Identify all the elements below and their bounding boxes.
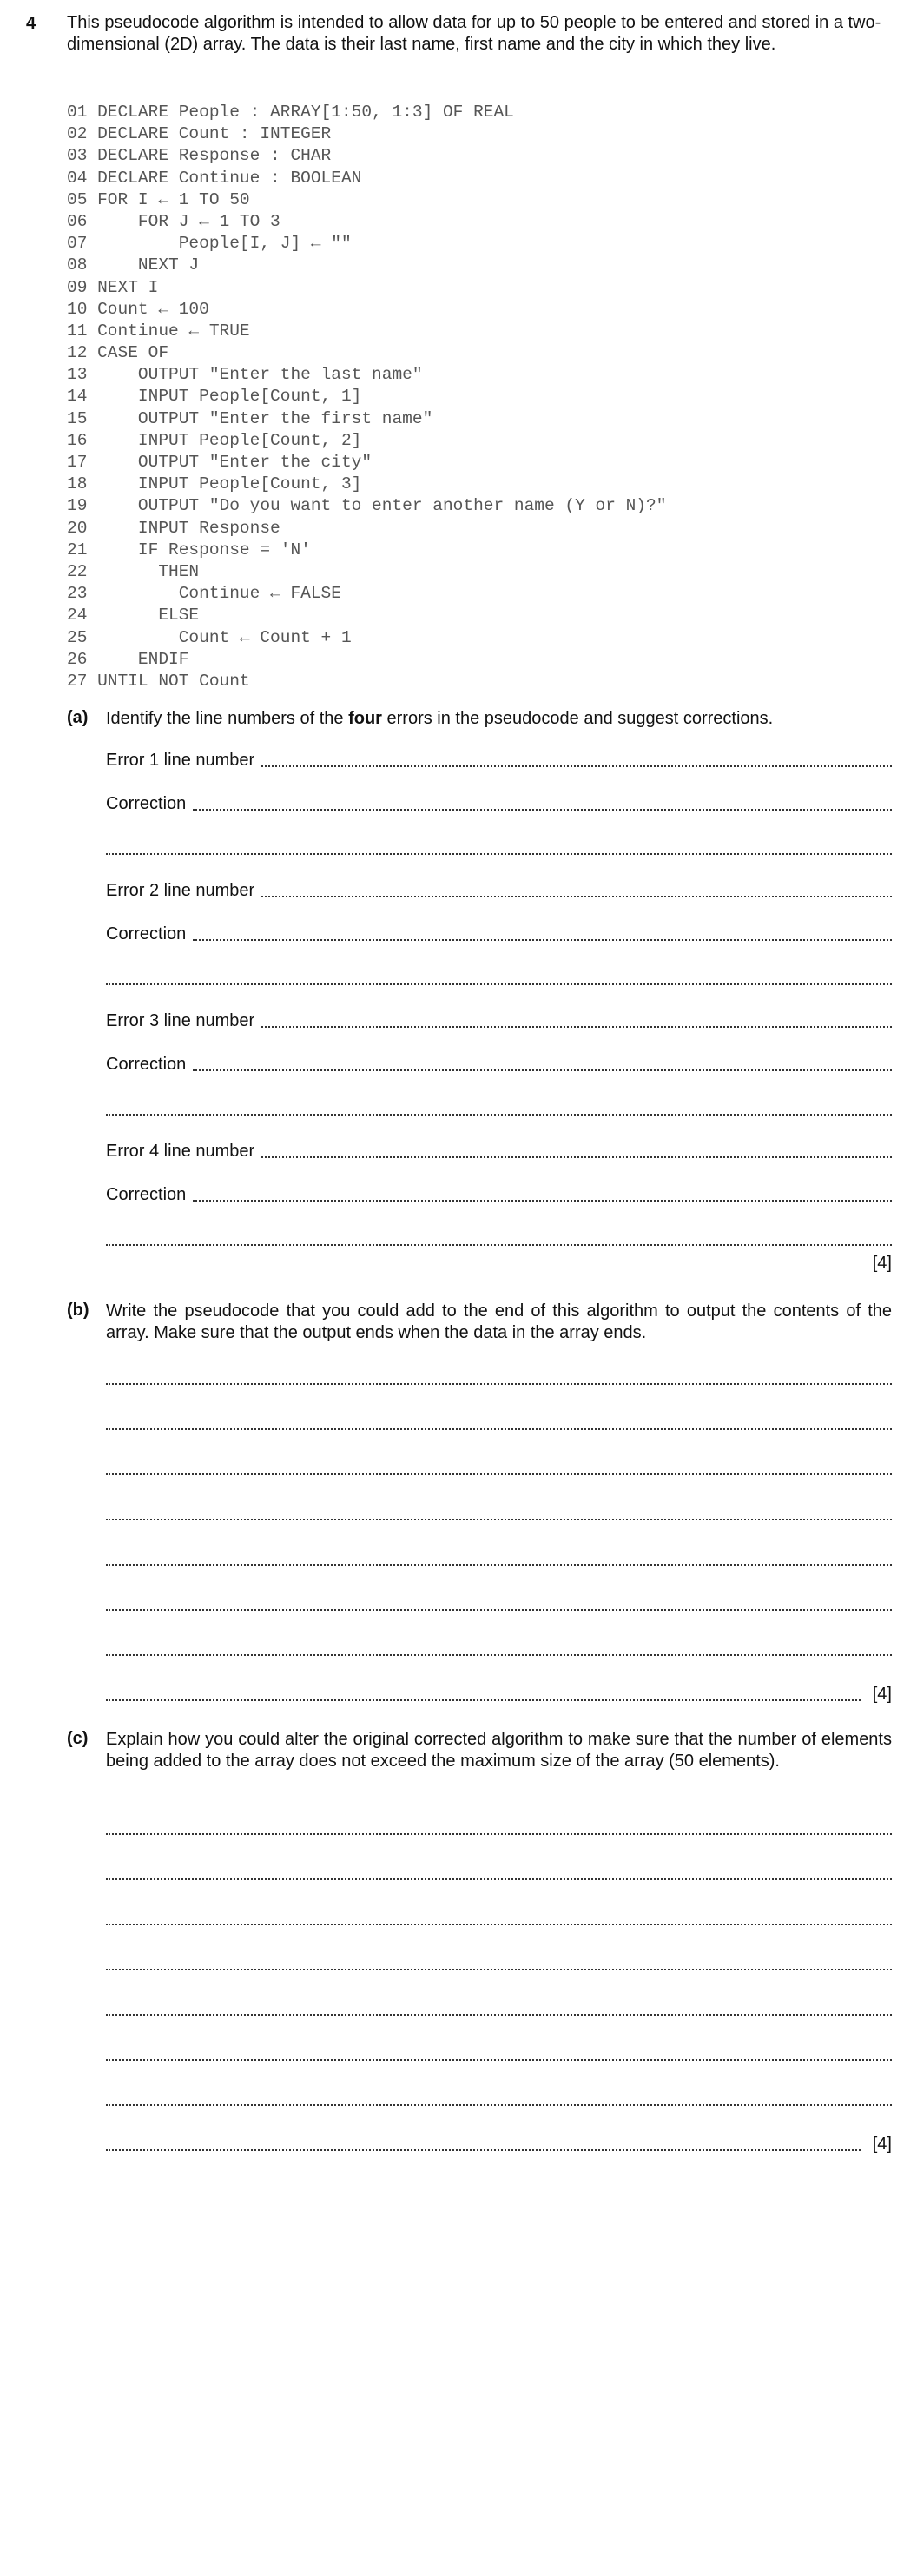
answer-line[interactable] bbox=[106, 1923, 892, 1925]
part-c-answer-line[interactable] bbox=[106, 2042, 892, 2064]
part-c-answer-line[interactable] bbox=[106, 1906, 892, 1929]
code-line: 06 FOR J ← 1 TO 3 bbox=[67, 211, 280, 231]
part-c-label: (c) bbox=[67, 1729, 89, 1748]
part-b-answer-line[interactable] bbox=[106, 1637, 892, 1659]
code-line: 02 DECLARE Count : INTEGER bbox=[67, 124, 332, 144]
part-b-answer-line[interactable] bbox=[106, 1411, 892, 1434]
answer-line[interactable] bbox=[106, 1968, 892, 1970]
code-line: 11 Continue ← TRUE bbox=[67, 321, 250, 341]
part-c-instruction: Explain how you could alter the original corrected algorithm to make sure that the number of elements being added to the array does not exceed the maximum size of the array (50 elements). bbox=[106, 1730, 892, 1771]
code-line: 14 INPUT People[Count, 1] bbox=[67, 387, 362, 407]
part-c-answer-line[interactable] bbox=[106, 1997, 892, 2019]
answer-line[interactable] bbox=[106, 1518, 892, 1520]
answer-line[interactable] bbox=[106, 1832, 892, 1835]
correction-label: Correction bbox=[106, 1055, 187, 1074]
answer-line[interactable] bbox=[106, 1382, 892, 1385]
code-line: 03 DECLARE Response : CHAR bbox=[67, 146, 332, 166]
code-line: 07 People[I, J] ← "" bbox=[67, 234, 352, 254]
part-c-answer-line-last[interactable] bbox=[106, 2132, 892, 2155]
part-c-answer-line[interactable] bbox=[106, 1861, 892, 1884]
error-2-correction-field[interactable] bbox=[106, 922, 892, 944]
part-a-label: (a) bbox=[67, 708, 89, 727]
code-line: 12 CASE OF bbox=[67, 343, 169, 363]
part-a-marks: [4] bbox=[872, 1254, 892, 1273]
answer-line[interactable] bbox=[193, 1069, 892, 1071]
part-c-answer-line[interactable] bbox=[106, 1951, 892, 1974]
error-3-correction-field[interactable] bbox=[106, 1052, 892, 1075]
error-1-line-label: Error 1 line number bbox=[106, 751, 255, 770]
error-4-line-label: Error 4 line number bbox=[106, 1142, 255, 1161]
answer-line[interactable] bbox=[261, 765, 892, 767]
part-b-answer-line[interactable] bbox=[106, 1456, 892, 1479]
code-line: 04 DECLARE Continue : BOOLEAN bbox=[67, 168, 362, 188]
code-line: 17 OUTPUT "Enter the city" bbox=[67, 453, 373, 472]
part-b-answer-line-last[interactable] bbox=[106, 1682, 892, 1705]
answer-line[interactable] bbox=[106, 852, 892, 855]
code-line: 01 DECLARE People : ARRAY[1:50, 1:3] OF REAL bbox=[67, 103, 514, 122]
code-line: 23 Continue ← FALSE bbox=[67, 584, 341, 604]
code-line: 25 Count ← Count + 1 bbox=[67, 627, 352, 647]
answer-line[interactable] bbox=[106, 2149, 861, 2151]
code-line: 21 IF Response = 'N' bbox=[67, 540, 311, 560]
code-line: 08 NEXT J bbox=[67, 255, 200, 275]
question-number: 4 bbox=[26, 14, 36, 33]
error-3-line-field[interactable] bbox=[106, 1009, 892, 1031]
pseudocode-block bbox=[67, 102, 666, 692]
answer-line[interactable] bbox=[106, 1563, 892, 1566]
answer-line[interactable] bbox=[106, 1113, 892, 1116]
code-line: 18 INPUT People[Count, 3] bbox=[67, 474, 362, 494]
error-3-line-label: Error 3 line number bbox=[106, 1011, 255, 1030]
answer-line[interactable] bbox=[261, 1156, 892, 1158]
answer-line[interactable] bbox=[106, 1608, 892, 1611]
error-2-line-field[interactable] bbox=[106, 878, 892, 901]
error-4-correction-field[interactable] bbox=[106, 1182, 892, 1205]
part-b-answer-line[interactable] bbox=[106, 1501, 892, 1524]
answer-line[interactable] bbox=[106, 2103, 892, 2106]
correction-label: Correction bbox=[106, 794, 187, 813]
error-4-line-field[interactable] bbox=[106, 1139, 892, 1162]
answer-line[interactable] bbox=[261, 1025, 892, 1028]
error-3-correction-line-2[interactable] bbox=[106, 1096, 892, 1119]
error-1-correction-field[interactable] bbox=[106, 791, 892, 814]
code-line: 20 INPUT Response bbox=[67, 518, 280, 538]
answer-line[interactable] bbox=[106, 2013, 892, 2016]
answer-line[interactable] bbox=[106, 1473, 892, 1475]
part-c-marks: [4] bbox=[872, 2135, 892, 2154]
code-line: 26 ENDIF bbox=[67, 649, 189, 669]
answer-line[interactable] bbox=[106, 2058, 892, 2061]
part-b-answer-line[interactable] bbox=[106, 1366, 892, 1388]
code-line: 15 OUTPUT "Enter the first name" bbox=[67, 408, 433, 428]
answer-line[interactable] bbox=[193, 808, 892, 811]
correction-label: Correction bbox=[106, 1185, 187, 1204]
answer-line[interactable] bbox=[106, 983, 892, 985]
part-c-answer-line[interactable] bbox=[106, 1816, 892, 1838]
answer-line[interactable] bbox=[193, 938, 892, 941]
answer-line[interactable] bbox=[261, 895, 892, 897]
code-line: 19 OUTPUT "Do you want to enter another name (Y or N)?" bbox=[67, 496, 667, 516]
part-b-marks: [4] bbox=[872, 1685, 892, 1704]
part-a-instruction: Identify the line numbers of the four errors in the pseudocode and suggest corrections. bbox=[106, 709, 774, 728]
answer-line[interactable] bbox=[106, 1243, 892, 1246]
error-1-correction-line-2[interactable] bbox=[106, 836, 892, 858]
code-line: 24 ELSE bbox=[67, 606, 200, 626]
answer-line[interactable] bbox=[106, 1699, 861, 1701]
part-b-label: (b) bbox=[67, 1301, 89, 1320]
error-2-correction-line-2[interactable] bbox=[106, 966, 892, 989]
code-line: 16 INPUT People[Count, 2] bbox=[67, 430, 362, 450]
answer-line[interactable] bbox=[106, 1427, 892, 1430]
answer-line[interactable] bbox=[106, 1877, 892, 1880]
part-b-answer-line[interactable] bbox=[106, 1592, 892, 1614]
correction-label: Correction bbox=[106, 924, 187, 944]
answer-line[interactable] bbox=[106, 1653, 892, 1656]
error-1-line-field[interactable] bbox=[106, 748, 892, 771]
question-intro: This pseudocode algorithm is intended to allow data for up to 50 people to be entered and stored in a two-dimensional (2D) array. The data is their last name, first name and the city in which they live. bbox=[67, 13, 881, 54]
part-b-answer-line[interactable] bbox=[106, 1546, 892, 1569]
part-b-instruction: Write the pseudocode that you could add to the end of this algorithm to output the contents of the array. Make sure that the output ends when the data in the array ends. bbox=[106, 1301, 892, 1342]
answer-line[interactable] bbox=[193, 1199, 892, 1202]
error-4-correction-line-2[interactable] bbox=[106, 1227, 892, 1249]
code-line: 13 OUTPUT "Enter the last name" bbox=[67, 365, 423, 385]
code-line: 27 UNTIL NOT Count bbox=[67, 671, 250, 691]
code-line: 22 THEN bbox=[67, 561, 200, 581]
code-line: 09 NEXT I bbox=[67, 277, 159, 297]
part-c-answer-line[interactable] bbox=[106, 2087, 892, 2109]
code-line: 05 FOR I ← 1 TO 50 bbox=[67, 189, 250, 209]
code-line: 10 Count ← 100 bbox=[67, 299, 209, 319]
error-2-line-label: Error 2 line number bbox=[106, 881, 255, 900]
